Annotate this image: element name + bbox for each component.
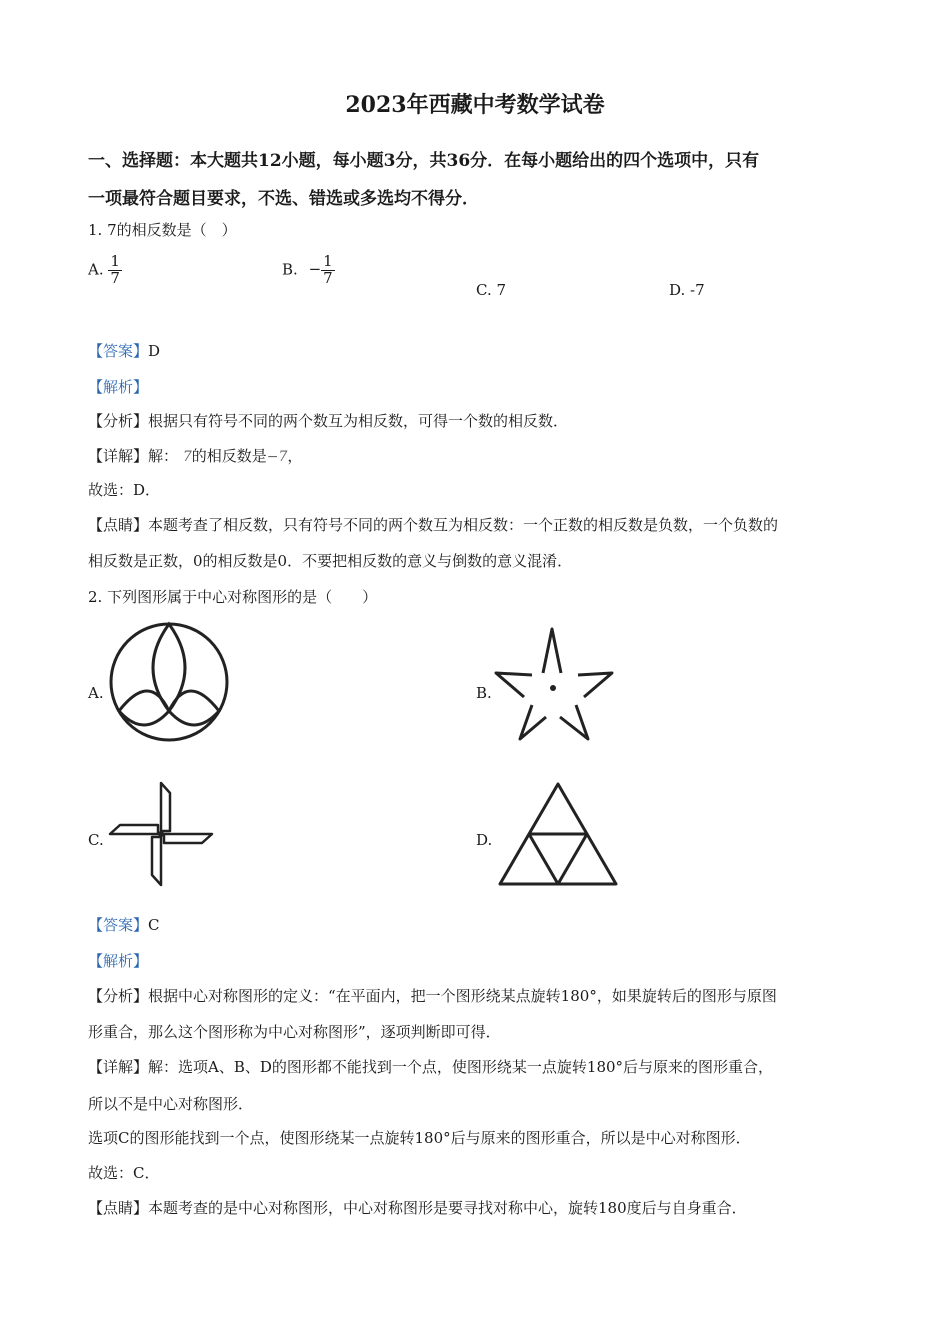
- q2-xiangjie-tag: 【详解】: [88, 1058, 149, 1076]
- q1-answer-tag: 【答案】: [88, 342, 149, 360]
- q1-option-b-label: B.: [282, 260, 298, 279]
- triangle-icon: [496, 780, 620, 890]
- q1-dianjing-tag: 【点睛】: [88, 516, 149, 534]
- q2-option-b-label: B.: [476, 684, 492, 702]
- q2-fenxi-line2: 形重合，那么这个图形称为中心对称图形”，逐项判断即可得．: [88, 1023, 501, 1041]
- q2-xiangjie-line2: 所以不是中心对称图形．: [88, 1095, 254, 1113]
- q1-stem: 1. 7的相反数是（ ）: [88, 221, 237, 239]
- q1-option-b-numerator: 1: [323, 252, 333, 270]
- star-icon: [494, 625, 614, 743]
- q1-fenxi-text: 根据只有符号不同的两个数互为相反数，可得一个数的相反数．: [148, 412, 569, 430]
- q1-option-a-label: A.: [88, 260, 104, 279]
- q1-option-a-fraction: [108, 254, 122, 287]
- section-heading-line1: 一、选择题：本大题共12小题，每小题3分，共36分．在每小题给出的四个选项中，只有: [88, 151, 760, 171]
- page-title: 2023年西藏中考数学试卷: [345, 92, 605, 118]
- q2-fenxi-tag: 【分析】: [88, 987, 149, 1005]
- q2-option-d-label: D.: [476, 831, 493, 849]
- q1-option-d: D. -7: [669, 281, 705, 299]
- q1-option-a-denominator: 7: [110, 268, 120, 287]
- pinwheel-icon: [106, 779, 216, 889]
- q2-fenxi-text1: 根据中心对称图形的定义：“在平面内，把一个图形绕某点旋转180°，如果旋转后的图形与原图: [148, 987, 777, 1005]
- q1-option-c: C. 7: [476, 281, 507, 299]
- q1-xiangjie-math2: −7: [266, 449, 288, 465]
- q2-answer-value: C: [148, 916, 160, 934]
- q1-fenxi-tag: 【分析】: [88, 412, 149, 430]
- q1-option-b-denominator: 7: [323, 268, 333, 287]
- q2-answer-tag: 【答案】: [88, 916, 149, 934]
- q1-option-b-fraction: [321, 254, 335, 287]
- q1-xiangjie: [88, 445, 302, 466]
- q1-xiangjie-tag: 【详解】: [88, 447, 149, 465]
- q1-dianjing-line2: 相反数是正数，0的相反数是0．不要把相反数的意义与倒数的意义混淆．: [88, 552, 573, 570]
- q2-dianjing: [88, 1197, 747, 1218]
- q2-xiangjie-line1: [88, 1056, 773, 1077]
- q1-xiangjie-pre: 解：: [148, 447, 179, 465]
- q1-dianjing-text1: 本题考查了相反数，只有符号不同的两个数互为相反数：一个正数的相反数是负数，一个负数的: [148, 516, 779, 534]
- q1-xiangjie-mid: 的相反数是: [191, 447, 267, 465]
- q1-analysis-tag: 【解析】: [88, 378, 149, 396]
- circle-trefoil-icon: [108, 621, 230, 743]
- q1-xiangjie-math1: 7: [182, 449, 192, 465]
- q2-xiangjie-line3: 选项C的图形能找到一个点，使图形绕某一点旋转180°后与原来的图形重合，所以是中心对称图形．: [88, 1129, 751, 1147]
- q1-option-b-sign: −: [308, 260, 322, 279]
- q1-guxuan: 故选：D．: [88, 481, 161, 499]
- q2-option-c-label: C.: [88, 831, 104, 849]
- q2-xiangjie-text1: 解：选项A、B、D的图形都不能找到一个点，使图形绕某一点旋转180°后与原来的图形重合，: [148, 1058, 774, 1076]
- q2-fenxi-line1: [88, 985, 777, 1006]
- q1-fenxi: [88, 410, 568, 431]
- q2-option-a-label: A.: [88, 684, 104, 702]
- q1-dianjing-line1: [88, 514, 778, 535]
- q2-analysis-tag: 【解析】: [88, 952, 149, 970]
- q1-xiangjie-post: ，: [287, 447, 303, 465]
- q2-dianjing-text: 本题考查的是中心对称图形，中心对称图形是要寻找对称中心，旋转180度后与自身重合．: [148, 1199, 747, 1217]
- q2-answer: [88, 914, 160, 935]
- q1-option-a: [88, 254, 122, 287]
- q1-answer: [88, 340, 160, 361]
- q2-stem: 2. 下列图形属于中心对称图形的是（ ）: [88, 588, 378, 606]
- q1-option-a-numerator: 1: [110, 252, 120, 270]
- q2-guxuan: 故选：C．: [88, 1164, 160, 1182]
- q2-dianjing-tag: 【点睛】: [88, 1199, 149, 1217]
- q1-option-b: [282, 254, 335, 287]
- q1-answer-value: D: [148, 342, 161, 360]
- section-heading-line2: 一项最符合题目要求，不选、错选或多选均不得分．: [88, 189, 479, 209]
